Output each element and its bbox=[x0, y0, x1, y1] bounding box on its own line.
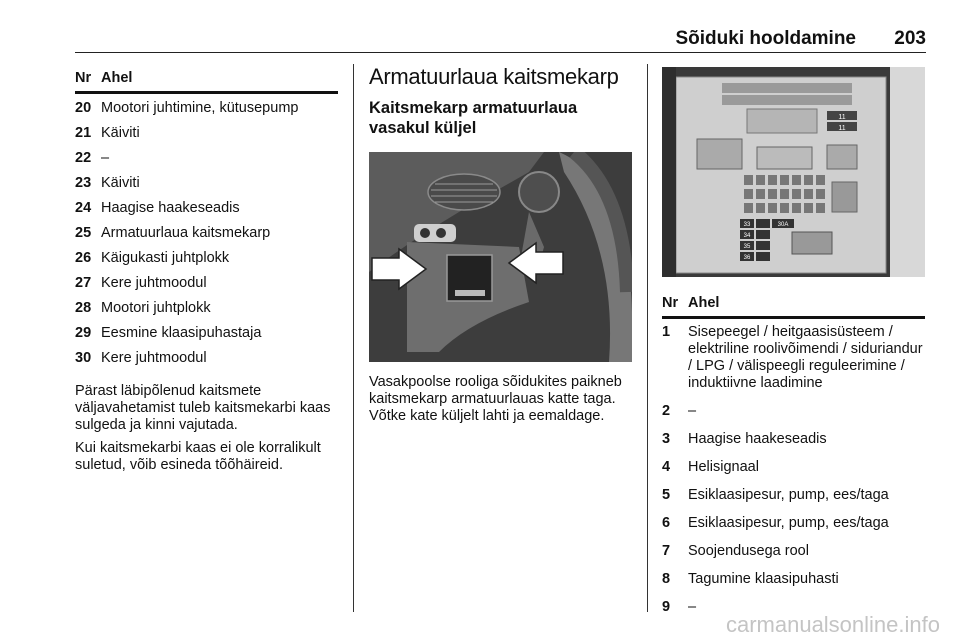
row-number: 26 bbox=[75, 250, 92, 266]
table-row bbox=[75, 319, 338, 344]
row-number: 21 bbox=[75, 125, 92, 141]
page-header bbox=[75, 22, 926, 53]
row-text: Sisepeegel / heitgaasisüsteem / elektriline roolivõimendi / siduriandur / LPG / välispeegli reguleerimine / induktiivne laadimine bbox=[688, 324, 923, 391]
row-text: Soojendusega rool bbox=[688, 543, 809, 559]
column-header-ahel: Ahel bbox=[688, 295, 720, 311]
row-text: Käiviti bbox=[101, 125, 140, 141]
watermark: carmanualsonline.info bbox=[725, 612, 940, 637]
row-number: 23 bbox=[75, 175, 92, 191]
row-number: 20 bbox=[75, 100, 92, 116]
table-row bbox=[75, 219, 338, 244]
column-header-nr: Nr bbox=[662, 295, 679, 311]
table-row bbox=[662, 539, 925, 564]
row-number: 9 bbox=[662, 599, 671, 615]
row-number: 7 bbox=[662, 543, 671, 559]
row-number: 2 bbox=[662, 403, 671, 419]
row-text: – bbox=[101, 150, 110, 166]
row-text: – bbox=[688, 403, 697, 419]
row-number: 1 bbox=[662, 324, 671, 340]
column-divider bbox=[353, 64, 354, 612]
fuse-label: 34 bbox=[743, 233, 751, 239]
table-header bbox=[662, 289, 925, 319]
table-row bbox=[75, 344, 338, 369]
row-number: 8 bbox=[662, 571, 671, 587]
row-number: 3 bbox=[662, 431, 671, 447]
fuse-label: 33 bbox=[743, 222, 751, 228]
fuse-label: 11 bbox=[838, 114, 846, 121]
row-number: 28 bbox=[75, 300, 92, 316]
row-text: – bbox=[688, 599, 697, 615]
dashboard-fusebox-illustration bbox=[369, 152, 632, 362]
row-text: Mootori juhtplokk bbox=[101, 300, 211, 316]
left-column bbox=[75, 64, 338, 474]
section-heading: Armatuurlaua kaitsmekarp bbox=[369, 64, 619, 89]
table-row bbox=[75, 269, 338, 294]
row-text: Tagumine klaasipuhasti bbox=[688, 571, 839, 587]
column-header-ahel: Ahel bbox=[101, 70, 133, 86]
row-number: 6 bbox=[662, 515, 671, 531]
row-number: 22 bbox=[75, 150, 92, 166]
row-text: Mootori juhtimine, kütusepump bbox=[101, 100, 299, 116]
table-header bbox=[75, 64, 338, 94]
paragraph-fuse-replacement: Pärast läbipõlenud kaitsmete väljavahetamist tuleb kaitsmekarbi kaas sulgeda ja kinni vajutada. bbox=[75, 383, 331, 433]
row-text: Esiklaasipesur, pump, ees/taga bbox=[688, 487, 889, 503]
row-number: 5 bbox=[662, 487, 671, 503]
table-row bbox=[662, 399, 925, 424]
row-text: Eesmine klaasipuhastaja bbox=[101, 325, 262, 341]
fuse-label: 35 bbox=[743, 244, 751, 250]
table-row bbox=[662, 320, 925, 396]
row-text: Esiklaasipesur, pump, ees/taga bbox=[688, 515, 889, 531]
middle-column bbox=[369, 64, 633, 424]
table-row bbox=[662, 427, 925, 452]
row-text: Kere juhtmoodul bbox=[101, 275, 207, 291]
row-number: 25 bbox=[75, 225, 92, 241]
table-row bbox=[75, 144, 338, 169]
row-text: Haagise haakeseadis bbox=[688, 431, 827, 447]
row-text: Haagise haakeseadis bbox=[101, 200, 240, 216]
row-number: 24 bbox=[75, 200, 92, 216]
row-text: Helisignaal bbox=[688, 459, 759, 475]
column-header-nr: Nr bbox=[75, 70, 92, 86]
table-row bbox=[662, 455, 925, 480]
row-number: 4 bbox=[662, 459, 671, 475]
table-row bbox=[75, 244, 338, 269]
table-row bbox=[662, 483, 925, 508]
row-number: 30 bbox=[75, 350, 92, 366]
fuse-label: 30A bbox=[777, 222, 789, 228]
fuse-label: 36 bbox=[743, 255, 751, 261]
row-text: Kere juhtmoodul bbox=[101, 350, 207, 366]
row-number: 27 bbox=[75, 275, 92, 291]
table-row bbox=[75, 119, 338, 144]
table-row bbox=[75, 294, 338, 319]
section-subheading: Kaitsmekarp armatuurlaua vasakul küljel bbox=[369, 99, 578, 137]
paragraph-fusebox-location: Vasakpoolse rooliga sõidukites paikneb kaitsmekarp armatuurlauas katte taga. Võtke kate küljelt lahti ja eemaldage. bbox=[369, 374, 622, 424]
column-divider bbox=[647, 64, 648, 612]
fusebox-layout-illustration bbox=[662, 67, 925, 277]
table-row bbox=[662, 567, 925, 592]
table-row bbox=[75, 169, 338, 194]
table-row bbox=[75, 94, 338, 119]
page-title: Sõiduki hooldamine bbox=[675, 28, 856, 49]
table-row bbox=[75, 194, 338, 219]
paragraph-cover-warning: Kui kaitsmekarbi kaas ei ole korralikult suletud, võib esineda tõõhäireid. bbox=[75, 440, 321, 473]
row-text: Käigukasti juhtplokk bbox=[101, 250, 230, 266]
table-row bbox=[662, 511, 925, 536]
row-text: Armatuurlaua kaitsmekarp bbox=[101, 225, 271, 241]
row-number: 29 bbox=[75, 325, 92, 341]
row-text: Käiviti bbox=[101, 175, 140, 191]
fuse-label: 11 bbox=[838, 125, 846, 132]
page-number: 203 bbox=[894, 28, 926, 49]
